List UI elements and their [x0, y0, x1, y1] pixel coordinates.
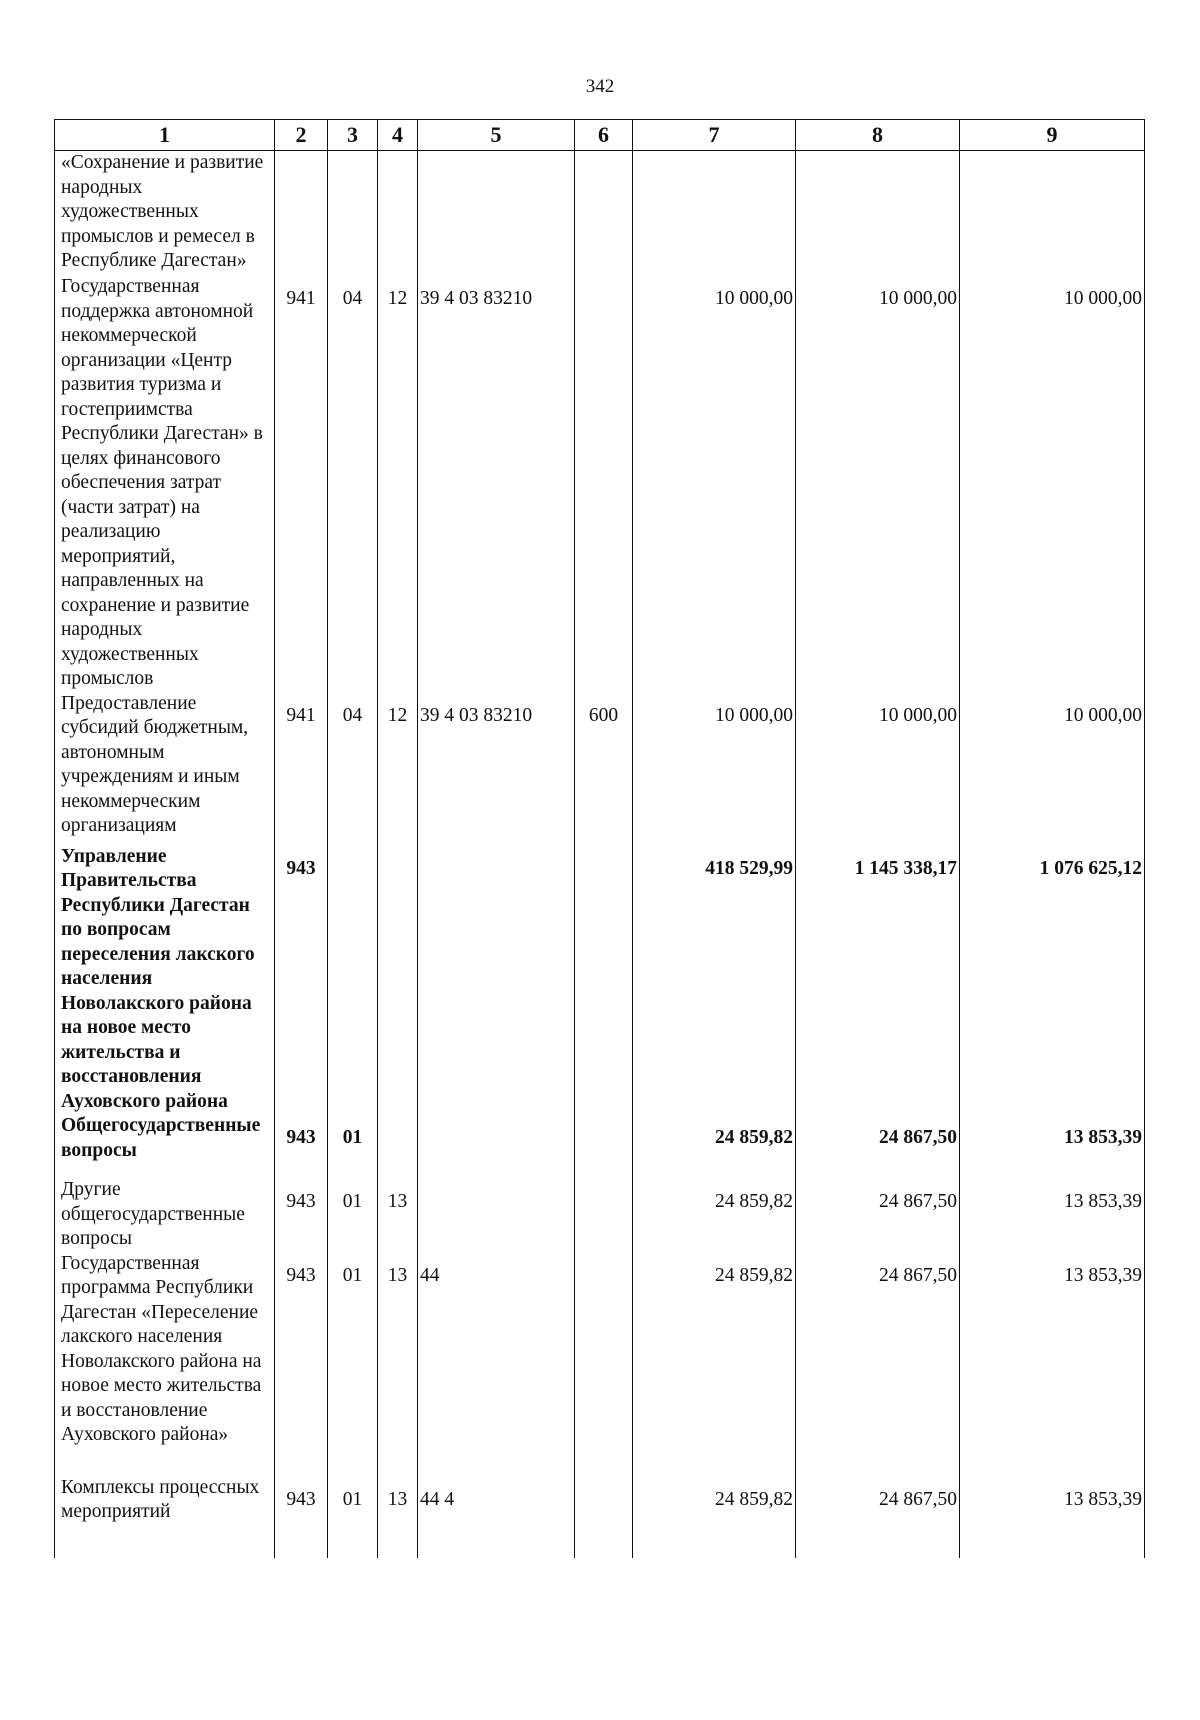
- table-row: [55, 1114, 1145, 1178]
- cell-subsection-code: 13: [378, 1476, 418, 1558]
- cell-ministry-code: [275, 151, 328, 276]
- cell-amount-col9: 13 853,39: [960, 1114, 1145, 1178]
- cell-subsection-code: [378, 1114, 418, 1178]
- cell-subsection-code: 12: [378, 692, 418, 845]
- cell-section-code: [328, 151, 378, 276]
- cell-target-article: 39 4 03 83210: [418, 692, 575, 845]
- cell-amount-col9: 1 076 625,12: [960, 845, 1145, 1115]
- cell-ministry-code: 943: [275, 1114, 328, 1178]
- cell-amount-col9: 10 000,00: [960, 692, 1145, 845]
- cell-expense-type: [575, 1178, 633, 1252]
- cell-amount-col7: [633, 151, 796, 276]
- cell-amount-col7: 24 859,82: [633, 1114, 796, 1178]
- cell-expense-type: 600: [575, 692, 633, 845]
- cell-section-code: 01: [328, 1252, 378, 1476]
- budget-table-container: [54, 119, 1144, 1558]
- cell-section-code: 01: [328, 1178, 378, 1252]
- cell-subsection-code: 13: [378, 1178, 418, 1252]
- cell-expense-type: [575, 1252, 633, 1476]
- cell-amount-col9: [960, 151, 1145, 276]
- cell-amount-col8: 24 867,50: [796, 1252, 960, 1476]
- cell-expense-type: [575, 151, 633, 276]
- header-row: [55, 120, 1145, 151]
- column-header: 9: [960, 120, 1145, 151]
- cell-subsection-code: 12: [378, 275, 418, 692]
- row-name: Государственная программа Республики Дагестан «Переселение лакского населения Новолакского района на новое место жительства и восстановление Ауховского района»: [55, 1252, 275, 1476]
- cell-section-code: 01: [328, 1114, 378, 1178]
- cell-amount-col8: [796, 151, 960, 276]
- column-header: 7: [633, 120, 796, 151]
- cell-amount-col8: 24 867,50: [796, 1178, 960, 1252]
- column-header: 6: [575, 120, 633, 151]
- row-name: «Сохранение и развитие народных художественных промыслов и ремесел в Республике Дагестан»: [55, 151, 275, 276]
- cell-subsection-code: 13: [378, 1252, 418, 1476]
- cell-amount-col8: 24 867,50: [796, 1114, 960, 1178]
- cell-target-article: [418, 845, 575, 1115]
- table-row: [55, 692, 1145, 845]
- cell-amount-col9: 13 853,39: [960, 1476, 1145, 1558]
- column-header: 3: [328, 120, 378, 151]
- row-name: Управление Правительства Республики Дагестан по вопросам переселения лакского населения Новолакского района на новое место жительства и восстановления Ауховского района: [55, 845, 275, 1115]
- cell-amount-col8: 10 000,00: [796, 692, 960, 845]
- table-row: [55, 1178, 1145, 1252]
- cell-target-article: 39 4 03 83210: [418, 275, 575, 692]
- row-name: Общегосударственные вопросы: [55, 1114, 275, 1178]
- cell-section-code: [328, 845, 378, 1115]
- table-row: [55, 1252, 1145, 1476]
- cell-amount-col7: 24 859,82: [633, 1476, 796, 1558]
- cell-ministry-code: 943: [275, 1252, 328, 1476]
- cell-amount-col8: 1 145 338,17: [796, 845, 960, 1115]
- cell-subsection-code: [378, 845, 418, 1115]
- cell-target-article: [418, 1178, 575, 1252]
- cell-amount-col8: 24 867,50: [796, 1476, 960, 1558]
- cell-amount-col8: 10 000,00: [796, 275, 960, 692]
- cell-target-article: 44 4: [418, 1476, 575, 1558]
- cell-target-article: [418, 151, 575, 276]
- cell-section-code: 01: [328, 1476, 378, 1558]
- cell-amount-col9: 10 000,00: [960, 275, 1145, 692]
- column-header: 1: [55, 120, 275, 151]
- cell-amount-col7: 24 859,82: [633, 1178, 796, 1252]
- column-header: 4: [378, 120, 418, 151]
- cell-target-article: 44: [418, 1252, 575, 1476]
- table-row: [55, 845, 1145, 1115]
- page-number: 342: [585, 76, 615, 97]
- cell-amount-col7: 10 000,00: [633, 692, 796, 845]
- cell-target-article: [418, 1114, 575, 1178]
- column-header: 8: [796, 120, 960, 151]
- row-name: Комплексы процессных мероприятий: [55, 1476, 275, 1558]
- column-header: 2: [275, 120, 328, 151]
- cell-amount-col9: 13 853,39: [960, 1178, 1145, 1252]
- cell-section-code: 04: [328, 275, 378, 692]
- cell-amount-col7: 24 859,82: [633, 1252, 796, 1476]
- table-row: [55, 1476, 1145, 1558]
- cell-ministry-code: 943: [275, 845, 328, 1115]
- cell-amount-col7: 10 000,00: [633, 275, 796, 692]
- cell-expense-type: [575, 1476, 633, 1558]
- table-row: [55, 151, 1145, 276]
- cell-ministry-code: 943: [275, 1178, 328, 1252]
- cell-subsection-code: [378, 151, 418, 276]
- cell-expense-type: [575, 275, 633, 692]
- cell-expense-type: [575, 845, 633, 1115]
- cell-expense-type: [575, 1114, 633, 1178]
- cell-ministry-code: 941: [275, 692, 328, 845]
- table-row: [55, 275, 1145, 692]
- cell-amount-col9: 13 853,39: [960, 1252, 1145, 1476]
- cell-ministry-code: 941: [275, 275, 328, 692]
- row-name: Другие общегосударственные вопросы: [55, 1178, 275, 1252]
- cell-section-code: 04: [328, 692, 378, 845]
- cell-amount-col7: 418 529,99: [633, 845, 796, 1115]
- column-header: 5: [418, 120, 575, 151]
- row-name: Государственная поддержка автономной некоммерческой организации «Центр развития туризма и гостеприимства Республики Дагестан» в целях финансового обеспечения затрат (части затрат) на реализацию мероприятий, направленных на сохранение и развитие народных художественных промыслов: [55, 275, 275, 692]
- cell-ministry-code: 943: [275, 1476, 328, 1558]
- budget-table: [54, 119, 1145, 1558]
- row-name: Предоставление субсидий бюджетным, автономным учреждениям и иным некоммерческим организациям: [55, 692, 275, 845]
